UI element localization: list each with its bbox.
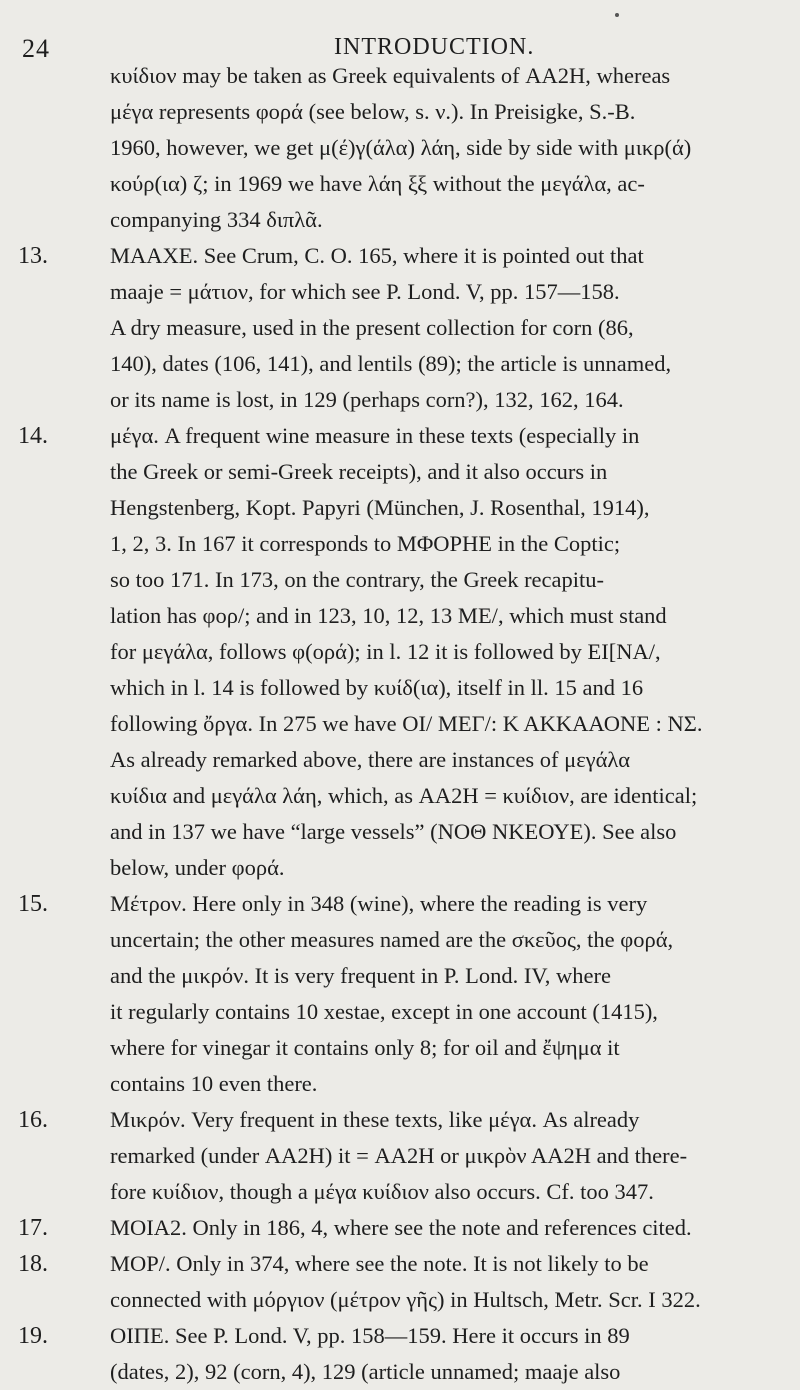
- entry-number: 15.: [18, 891, 48, 917]
- entry-17: [0, 1210, 800, 1246]
- entry-text: ΜΑΑΧΕ. See Crum, C. O. 165, where it is pointed out that maaje = μάτιον, for which see P. Lond. V, pp. 157—158. A dry measure, used in the present collection for corn (86, 140), dates (106, 141), and lentils (89); the article is unnamed, or its name is lost, in 129 (perhaps corn?), 132, 162, 164.: [110, 243, 672, 412]
- entry-number: 18.: [18, 1251, 48, 1277]
- page-number: 24: [22, 34, 50, 63]
- entry-text: κυίδιον may be taken as Greek equivalents of ΑΑ2Η, whereas μέγα represents φορά (see below, s. ν.). In Preisigke, S.-B. 1960, however, we get μ(έ)γ(άλα) λάη, side by side with μικρ(ά) κούρ(ια) ζ; in 1969 we have λάη ξξ without the μεγάλα, ac- companying 334 διπλᾶ.: [110, 63, 692, 232]
- entry-18: [0, 1246, 800, 1318]
- entry-text: ΟΙΠΕ. See P. Lond. V, pp. 158—159. Here it occurs in 89 (dates, 2), 92 (corn, 4), 129 (article unnamed; maaje also: [110, 1323, 630, 1384]
- entry-text: ΜΟΙΑ2. Only in 186, 4, where see the note and references cited.: [110, 1215, 692, 1240]
- entry-number: 13.: [18, 243, 48, 269]
- entry-text: Μικρόν. Very frequent in these texts, like μέγα. As already remarked (under ΑΑ2Η) it = ΑΑ2Η or μικρὸν ΑΑ2Η and there- fore κυίδιον, though a μέγα κυίδιον also occurs. Cf. too 347.: [110, 1107, 688, 1204]
- ink-speck: [615, 13, 619, 17]
- entry-number: 19.: [18, 1323, 48, 1349]
- glossary-entries: [0, 58, 800, 1390]
- entry-text: ΜΟΡ/. Only in 374, where see the note. It is not likely to be connected with μόργιον (μέτρον γῆς) in Hultsch, Metr. Scr. I 322.: [110, 1251, 701, 1312]
- entry-text: Μέτρον. Here only in 348 (wine), where the reading is very uncertain; the other measures named are the σκεῦος, the φορά, and the μικρόν. It is very frequent in P. Lond. IV, where it regularly contains 10 xestae, except in one account (1415), where for vinegar it contains only 8; for oil and ἔψημα it contains 10 even there.: [110, 891, 674, 1096]
- entry-text: μέγα. A frequent wine measure in these texts (especially in the Greek or semi-Greek receipts), and it also occurs in Hengstenberg, Kopt. Papyri (München, J. Rosenthal, 1914), 1, 2, 3. In 167 it corresponds to ΜΦΟΡΗΕ in the Coptic; so too 171. In 173, on the contrary, the Greek recapitu- lation has φορ/; and in 123, 10, 12, 13 ΜΕ/, which must stand for μεγάλα, follows φ(ορά); in l. 12 it is followed by ΕΙ[ΝΑ/, which in l. 14 is followed by κυίδ(ια), itself in ll. 15 and 16 following ὄργα. In 275 we have ΟΙ/ ΜΕΓ/: Κ ΑΚΚΑΑΟΝΕ : ΝΣ. As already remarked above, there are instances of μεγάλα κυίδια and μεγάλα λάη, which, as ΑΑ2Η = κυίδιον, are identical; and in 137 we have “large vessels” (ΝΟΘ ΝΚΕΟΥΕ). See also below, under φορά.: [110, 423, 703, 880]
- running-head: INTRODUCTION.: [334, 34, 535, 60]
- entry-number: 17.: [18, 1215, 48, 1241]
- entry-number: 16.: [18, 1107, 48, 1133]
- entry-13: [0, 238, 800, 418]
- entry-19: [0, 1318, 800, 1390]
- entry-16: [0, 1102, 800, 1210]
- entry-number: 14.: [18, 423, 48, 449]
- entry-continuation: [0, 58, 800, 238]
- entry-15: [0, 886, 800, 1102]
- entry-14: [0, 418, 800, 886]
